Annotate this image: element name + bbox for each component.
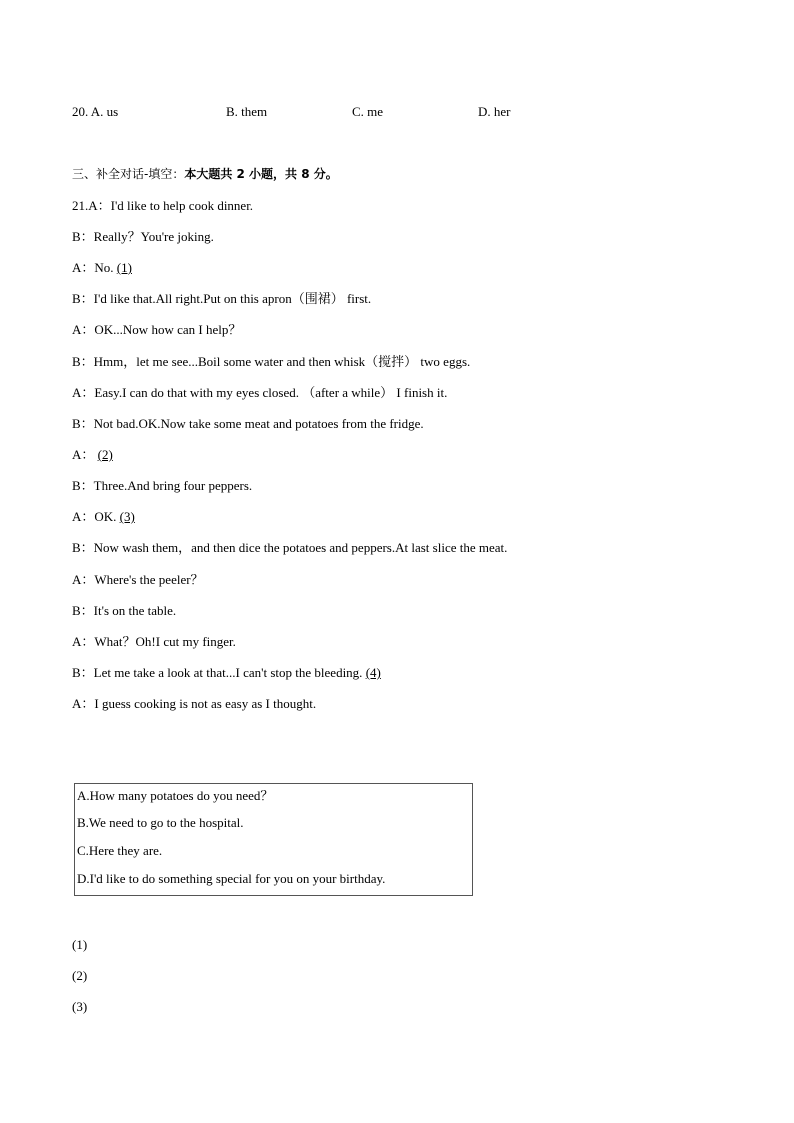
dialog-text: B：Not bad.OK.Now take some meat and potatoes from the fridge. — [72, 416, 424, 431]
dialog-line — [72, 696, 316, 712]
question-20-option-c: C. me — [352, 104, 384, 119]
dialog-line — [72, 385, 447, 401]
answer-2-label: (2) — [72, 968, 88, 983]
question-20-option-d: D. her — [478, 104, 511, 119]
dialog-line — [72, 634, 236, 650]
section-heading — [72, 166, 338, 182]
dialog-text: A：OK. — [72, 509, 120, 524]
dialog-line — [72, 603, 176, 619]
section-heading-prefix: 三、补全对话-填空： — [72, 167, 185, 181]
dialog-line — [72, 540, 507, 556]
dialog-line — [72, 447, 113, 463]
answer-1-label: (1) — [72, 937, 88, 952]
choice-d: D.I'd like to do something special for you on your birthday. — [77, 871, 386, 886]
dialog-line — [72, 509, 135, 525]
dialog-line — [72, 478, 252, 494]
dialog-line — [72, 354, 470, 370]
dialog-line — [72, 665, 381, 681]
dialog-line — [72, 572, 204, 588]
dialog-text: B：I'd like that.All right.Put on this apron（围裙） first. — [72, 291, 372, 306]
question-20 — [72, 104, 572, 120]
dialog-line — [72, 260, 132, 276]
dialog-line — [72, 291, 371, 307]
dialog-text: A：OK...Now how can I help？ — [72, 322, 242, 337]
dialog-text: B：Let me take a look at that...I can't stop the bleeding. — [72, 665, 366, 680]
dialog-line — [72, 322, 241, 338]
dialog-line — [72, 229, 214, 245]
choice-a: A.How many potatoes do you need？ — [77, 788, 274, 803]
dialog-text: A：No. — [72, 260, 117, 275]
dialog-text: A：I guess cooking is not as easy as I thought. — [72, 696, 317, 711]
dialog-text: A：Where's the peeler？ — [72, 572, 204, 587]
blank-4[interactable]: (4) — [365, 665, 381, 680]
dialog-text: A：I'd like to help cook dinner. — [88, 198, 254, 213]
dialog-text: B：It's on the table. — [72, 603, 177, 618]
blank-1[interactable]: (1) — [116, 260, 132, 275]
dialog-text: B：Three.And bring four peppers. — [72, 478, 253, 493]
dialog-line — [72, 416, 424, 432]
blank-2[interactable]: (2) — [97, 447, 113, 462]
question-20-option-b: B. them — [226, 104, 268, 119]
choice-box — [74, 783, 473, 896]
dialog-text: B：Really？You're joking. — [72, 229, 214, 244]
choice-b: B.We need to go to the hospital. — [77, 815, 244, 830]
dialog-text: B：Now wash them，and then dice the potatoes and peppers.At last slice the meat. — [72, 540, 508, 555]
dialog-text: A：What？Oh!I cut my finger. — [72, 634, 236, 649]
question-number: 21. — [72, 198, 89, 213]
option-text: A. us — [90, 104, 119, 119]
answer-3-label: (3) — [72, 999, 88, 1014]
choice-c: C.Here they are. — [77, 843, 163, 858]
blank-3[interactable]: (3) — [119, 509, 135, 524]
dialog-text: A：Easy.I can do that with my eyes closed. （after a while） I finish it. — [72, 385, 448, 400]
question-20-option-a — [72, 104, 118, 120]
dialog-text: A： — [72, 447, 98, 462]
question-number: 20. — [72, 104, 89, 119]
dialog-text: B：Hmm，let me see...Boil some water and then whisk（搅拌） two eggs. — [72, 354, 471, 369]
dialog-line — [72, 198, 253, 214]
section-heading-bold: 本大题共 2 小题，共 8 分。 — [184, 167, 338, 181]
